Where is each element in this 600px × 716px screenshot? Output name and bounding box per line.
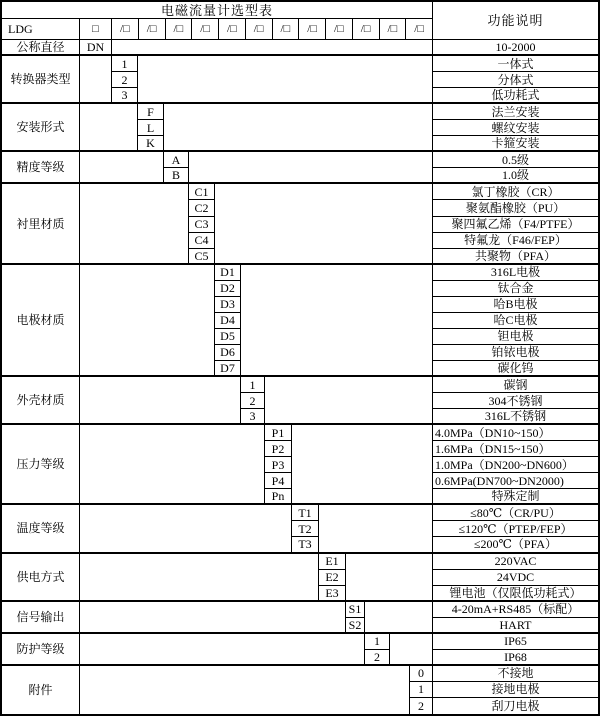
option-desc-pressure-class-P1: 4.0MPa（DN10~150） [433, 425, 598, 441]
option-desc-electrode-material-D6: 铂铱电极 [433, 345, 598, 361]
option-code-electrode-material-D6: D6 [215, 345, 241, 361]
option-code-lining-material-C3: C3 [189, 217, 215, 233]
category-name-nominal-diameter: 公称直径 [2, 40, 80, 56]
option-code-temperature-class-T2: T2 [292, 521, 319, 537]
model-code-slot: /□ [273, 19, 300, 39]
spacer-left-temperature-class [80, 505, 292, 553]
option-desc-lining-material-C1: 氯丁橡胶（CR） [433, 184, 598, 200]
category-name-accuracy-class: 精度等级 [2, 152, 80, 184]
option-desc-accessories-0: 不接地 [433, 666, 598, 682]
option-code-converter-type-3: 3 [112, 88, 138, 104]
option-desc-protection-class-1: IP65 [433, 634, 598, 650]
spacer-right-accuracy-class [189, 152, 433, 184]
option-code-signal-output-S2: S2 [346, 618, 365, 634]
option-desc-power-supply-E2: 24VDC [433, 570, 598, 586]
spacer-right-pressure-class [292, 425, 433, 505]
option-code-pressure-class-P1: P1 [265, 425, 292, 441]
model-prefix: LDG [2, 19, 80, 40]
option-code-signal-output-S1: S1 [346, 602, 365, 618]
option-code-pressure-class-P3: P3 [265, 457, 292, 473]
spacer-left-electrode-material [80, 265, 215, 377]
option-desc-installation-form-F: 法兰安装 [433, 104, 598, 120]
model-code-slot: /□ [380, 19, 407, 39]
category-name-power-supply: 供电方式 [2, 554, 80, 602]
option-code-power-supply-E2: E2 [319, 570, 346, 586]
option-code-temperature-class-T1: T1 [292, 505, 319, 521]
spacer-right-converter-type [138, 56, 433, 104]
option-code-housing-material-1: 1 [241, 377, 265, 393]
option-desc-power-supply-E3: 锂电池（仅限低功耗式） [433, 586, 598, 602]
option-desc-installation-form-K: 卡箍安装 [433, 136, 598, 152]
option-desc-electrode-material-D4: 哈C电极 [433, 313, 598, 329]
option-desc-electrode-material-D5: 钽电极 [433, 329, 598, 345]
option-code-accuracy-class-A: A [164, 152, 189, 168]
option-desc-signal-output-S1: 4-20mA+RS485（标配） [433, 602, 598, 618]
spacer-left-accessories [80, 666, 410, 714]
option-desc-electrode-material-D3: 哈B电极 [433, 297, 598, 313]
option-code-housing-material-2: 2 [241, 393, 265, 409]
option-desc-lining-material-C4: 特氟龙（F46/FEP） [433, 233, 598, 249]
option-code-converter-type-2: 2 [112, 72, 138, 88]
option-code-electrode-material-D4: D4 [215, 313, 241, 329]
option-code-lining-material-C4: C4 [189, 233, 215, 249]
option-desc-temperature-class-T2: ≤120℃（PTEP/FEP） [433, 521, 598, 537]
option-code-lining-material-C2: C2 [189, 200, 215, 216]
option-desc-pressure-class-P2: 1.6MPa（DN15~150） [433, 441, 598, 457]
option-code-power-supply-E1: E1 [319, 554, 346, 570]
model-code-slots [112, 19, 433, 40]
model-code-slot: /□ [219, 19, 246, 39]
option-code-electrode-material-D3: D3 [215, 297, 241, 313]
spacer-left-pressure-class [80, 425, 265, 505]
option-desc-electrode-material-D7: 碳化钨 [433, 361, 598, 377]
option-code-lining-material-C5: C5 [189, 249, 215, 265]
option-desc-temperature-class-T1: ≤80℃（CR/PU） [433, 505, 598, 521]
option-desc-accuracy-class-A: 0.5级 [433, 152, 598, 168]
option-code-protection-class-2: 2 [365, 650, 390, 666]
option-code-installation-form-K: K [138, 136, 164, 152]
option-code-pressure-class-P2: P2 [265, 441, 292, 457]
table-title: 电磁流量计选型表 [2, 2, 433, 19]
option-desc-converter-type-1: 一体式 [433, 56, 598, 72]
spacer-right-lining-material [215, 184, 433, 264]
option-desc-lining-material-C5: 共聚物（PFA） [433, 249, 598, 265]
spacer-left-protection-class [80, 634, 365, 666]
option-code-power-supply-E3: E3 [319, 586, 346, 602]
category-name-electrode-material: 电极材质 [2, 265, 80, 377]
option-code-pressure-class-Pn: Pn [265, 489, 292, 505]
spacer-right-power-supply [346, 554, 433, 602]
option-code-installation-form-L: L [138, 120, 164, 136]
option-desc-electrode-material-D1: 316L电极 [433, 265, 598, 281]
option-code-temperature-class-T3: T3 [292, 537, 319, 553]
model-leading-box: □ [80, 19, 112, 40]
option-desc-nominal-diameter-DN: 10-2000 [433, 40, 598, 56]
option-desc-accuracy-class-B: 1.0级 [433, 168, 598, 184]
option-desc-accessories-2: 刮刀电极 [491, 698, 540, 713]
option-desc-power-supply-E1: 220VAC [433, 554, 598, 570]
model-code-slot: /□ [112, 19, 139, 39]
category-name-signal-output: 信号输出 [2, 602, 80, 634]
spacer-right-protection-class [390, 634, 433, 666]
option-desc-pressure-class-P3: 1.0MPa（DN200~DN600） [433, 457, 598, 473]
option-desc-installation-form-L: 螺纹安装 [433, 120, 598, 136]
option-desc-housing-material-1: 碳钢 [433, 377, 598, 393]
spacer-right-installation-form [164, 104, 433, 152]
category-name-housing-material: 外壳材质 [2, 377, 80, 425]
option-desc-accessories-1: 接地电极 [433, 682, 598, 698]
option-desc-lining-material-C2: 聚氨酯橡胶（PU） [433, 200, 598, 216]
option-code-electrode-material-D2: D2 [215, 281, 241, 297]
option-desc-electrode-material-D2: 钛合金 [433, 281, 598, 297]
option-code-housing-material-3: 3 [241, 409, 265, 425]
spacer-left-power-supply [80, 554, 319, 602]
option-code-protection-class-1: 1 [365, 634, 390, 650]
spacer-right-housing-material [265, 377, 433, 425]
option-desc-pressure-class-Pn: 特殊定制 [433, 489, 598, 505]
category-name-temperature-class: 温度等级 [2, 505, 80, 553]
option-code-accessories-1: 1 [410, 682, 433, 698]
function-column-header: 功能说明 [433, 2, 598, 40]
spacer-left-lining-material [80, 184, 189, 264]
option-code-accessories-2: 2 [410, 698, 433, 714]
category-name-converter-type: 转换器类型 [2, 56, 80, 104]
model-code-slot: /□ [326, 19, 353, 39]
spacer-left-signal-output [80, 602, 346, 634]
option-code-accuracy-class-B: B [164, 168, 189, 184]
option-desc-housing-material-2: 304不锈钢 [433, 393, 598, 409]
option-code-electrode-material-D7: D7 [215, 361, 241, 377]
option-code-electrode-material-D5: D5 [215, 329, 241, 345]
model-code-slot: /□ [166, 19, 193, 39]
option-desc-protection-class-2: IP68 [433, 650, 598, 666]
category-name-pressure-class: 压力等级 [2, 425, 80, 505]
model-code-slot: /□ [299, 19, 326, 39]
category-name-lining-material: 衬里材质 [2, 184, 80, 264]
spacer-left-accuracy-class [80, 152, 164, 184]
model-code-slot: /□ [192, 19, 219, 39]
option-desc-housing-material-3: 316L不锈钢 [433, 409, 598, 425]
spacer-left-installation-form [80, 104, 138, 152]
option-desc-temperature-class-T3: ≤200℃（PFA） [433, 537, 598, 553]
category-name-accessories: 附件 [2, 666, 80, 714]
option-code-converter-type-1: 1 [112, 56, 138, 72]
option-code-nominal-diameter-DN: DN [80, 40, 112, 56]
spacer-right-temperature-class [319, 505, 433, 553]
option-desc-converter-type-3: 低功耗式 [433, 88, 598, 104]
spacer-left-housing-material [80, 377, 241, 425]
model-code-slot: /□ [246, 19, 273, 39]
option-desc-pressure-class-P4: 0.6MPa(DN700~DN2000) [433, 473, 598, 489]
model-code-slot: /□ [139, 19, 166, 39]
option-code-electrode-material-D1: D1 [215, 265, 241, 281]
spacer-right-nominal-diameter [112, 40, 433, 56]
option-code-lining-material-C1: C1 [189, 184, 215, 200]
option-desc-lining-material-C3: 聚四氟乙烯（F4/PTFE） [433, 217, 598, 233]
spacer-right-electrode-material [241, 265, 433, 377]
spacer-right-signal-output [365, 602, 433, 634]
option-desc-converter-type-2: 分体式 [433, 72, 598, 88]
spacer-left-converter-type [80, 56, 112, 104]
option-code-accessories-0: 0 [410, 666, 433, 682]
model-code-slot: /□ [414, 22, 424, 35]
category-name-protection-class: 防护等级 [2, 634, 80, 666]
option-desc-signal-output-S2: HART [433, 618, 598, 634]
option-code-installation-form-F: F [138, 104, 164, 120]
model-code-slot: /□ [353, 19, 380, 39]
option-code-pressure-class-P4: P4 [265, 473, 292, 489]
category-name-installation-form: 安装形式 [2, 104, 80, 152]
